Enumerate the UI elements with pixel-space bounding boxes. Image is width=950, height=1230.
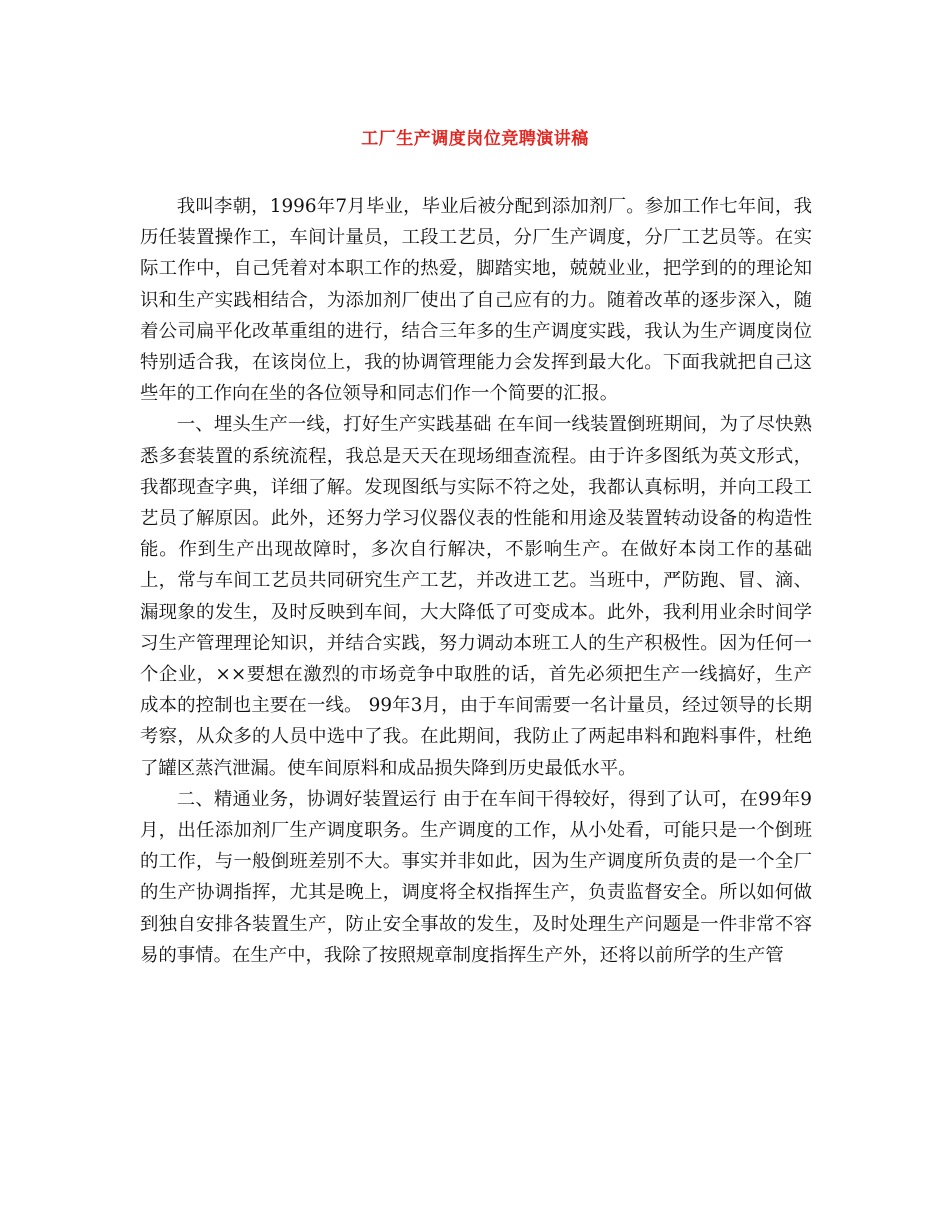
document-title: 工厂生产调度岗位竞聘演讲稿: [361, 129, 589, 149]
paragraph-section-two: 二、精通业务，协调好装置运行 由于在车间干得较好，得到了认可，在99年9月，出任添加剂厂生产调度职务。生产调度的工作，从小处看，可能只是一个倒班的工作，与一般倒班差别不大。事实并非如此，因为生产调度所负责的是一个全厂的生产协调指挥，尤其是晚上，调度将全权指挥生产，负责监督安全。所以如何做到独自安排各装置生产，防止安全事故的发生，及时处理生产问题是一件非常不容易的事情。在生产中，我除了按照规章制度指挥生产外，还将以前所学的生产管: [140, 788, 812, 966]
document-body: [140, 191, 812, 971]
paragraph-section-one: 一、埋头生产一线，打好生产实践基础 在车间一线装置倒班期间，为了尽快熟悉多套装置的系统流程，我总是天天在现场细查流程。由于许多图纸为英文形式，我都现查字典，详细了解。发现图纸与实际不符之处，我都认真标明，并向工段工艺员了解原因。此外，还努力学习仪器仪表的性能和用途及装置转动设备的构造性能。作到生产出现故障时，多次自行解决，不影响生产。在做好本岗工作的基础上，常与车间工艺员共同研究生产工艺，并改进工艺。当班中，严防跑、冒、滴、漏现象的发生，及时反映到车间，大大降低了可变成本。此外，我利用业余时间学习生产管理理论知识，并结合实践，努力调动本班工人的生产积极性。因为任何一个企业，××要想在激烈的市场竞争中取胜的话，首先必须把生产一线搞好，生产成本的控制也主要在一线。 99年3月，由于车间需要一名计量员，经过领导的长期考察，从众多的人员中选中了我。在此期间，我防止了两起串料和跑料事件，杜绝了罐区蒸汽泄漏。使车间原料和成品损失降到历史最低水平。: [140, 414, 812, 779]
paragraph-intro: 我叫李朝，1996年7月毕业，毕业后被分配到添加剂厂。参加工作七年间，我历任装置操作工，车间计量员，工段工艺员，分厂生产调度，分厂工艺员等。在实际工作中，自己凭着对本职工作的热爱，脚踏实地，兢兢业业，把学到的的理论知识和生产实践相结合，为添加剂厂使出了自己应有的力。随着改革的逐步深入，随着公司扁平化改革重组的进行，结合三年多的生产调度实践，我认为生产调度岗位特别适合我，在该岗位上，我的协调管理能力会发挥到最大化。下面我就把自己这些年的工作向在坐的各位领导和同志们作一个简要的汇报。: [140, 196, 812, 405]
